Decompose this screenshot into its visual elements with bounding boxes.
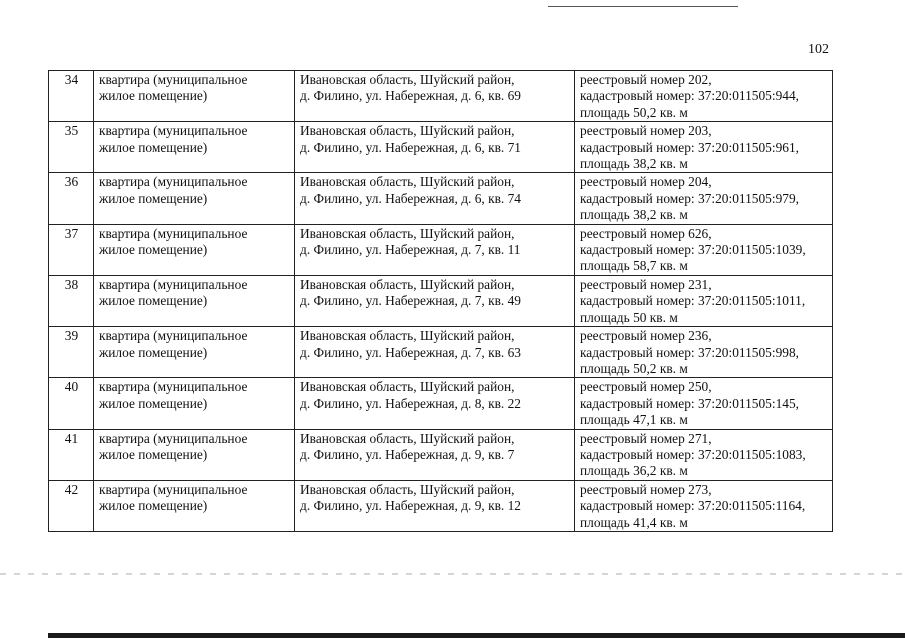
- address-line: Ивановская область, Шуйский район,: [300, 379, 515, 395]
- object-type-cell: [94, 327, 295, 378]
- object-type-cell: [94, 378, 295, 429]
- row-number: 38: [49, 275, 94, 326]
- object-type-line: квартира (муниципальное: [99, 225, 248, 241]
- details-line: реестровый номер 231,: [580, 276, 712, 292]
- details-line: площадь 41,4 кв. м: [580, 514, 688, 530]
- address-cell: [295, 275, 575, 326]
- details-line: кадастровый номер: 37:20:011505:979,: [580, 190, 800, 206]
- details-line: реестровый номер 202,: [580, 72, 712, 87]
- address-line: д. Филино, ул. Набережная, д. 7, кв. 49: [300, 293, 522, 309]
- address-line: Ивановская область, Шуйский район,: [300, 430, 515, 446]
- table-row: [49, 122, 833, 173]
- object-type-line: жилое помещение): [99, 344, 208, 360]
- object-type-line: жилое помещение): [99, 395, 208, 411]
- table-row: [49, 429, 833, 480]
- address-line: д. Филино, ул. Набережная, д. 6, кв. 69: [300, 88, 522, 104]
- object-type-line: жилое помещение): [99, 293, 208, 309]
- details-line: реестровый номер 250,: [580, 379, 712, 395]
- details-line: кадастровый номер: 37:20:011505:1083,: [580, 446, 806, 462]
- table-row: [49, 480, 833, 531]
- object-type-cell: [94, 71, 295, 122]
- details-line: реестровый номер 273,: [580, 481, 712, 497]
- details-line: кадастровый номер: 37:20:011505:961,: [580, 139, 800, 155]
- table-row: [49, 327, 833, 378]
- details-cell: [575, 480, 833, 531]
- address-cell: [295, 173, 575, 224]
- details-line: реестровый номер 203,: [580, 123, 712, 139]
- details-line: площадь 38,2 кв. м: [580, 207, 688, 223]
- address-line: д. Филино, ул. Набережная, д. 9, кв. 7: [300, 446, 515, 462]
- address-cell: [295, 224, 575, 275]
- row-number: 39: [49, 327, 94, 378]
- top-divider: [548, 6, 738, 7]
- address-cell: [295, 327, 575, 378]
- object-type-line: квартира (муниципальное: [99, 481, 248, 497]
- row-number: 34: [49, 71, 94, 122]
- table-row: [49, 378, 833, 429]
- table-row: [49, 224, 833, 275]
- details-line: площадь 50,2 кв. м: [580, 360, 688, 376]
- table-row: [49, 173, 833, 224]
- address-line: д. Филино, ул. Набережная, д. 8, кв. 22: [300, 395, 522, 411]
- details-line: реестровый номер 626,: [580, 225, 712, 241]
- object-type-line: жилое помещение): [99, 139, 208, 155]
- details-line: площадь 58,7 кв. м: [580, 258, 688, 274]
- details-line: реестровый номер 271,: [580, 430, 712, 446]
- object-type-cell: [94, 275, 295, 326]
- property-registry-table: [48, 70, 833, 532]
- object-type-line: квартира (муниципальное: [99, 430, 248, 446]
- object-type-line: квартира (муниципальное: [99, 174, 248, 190]
- details-line: кадастровый номер: 37:20:011505:1164,: [580, 498, 806, 514]
- details-line: площадь 50,2 кв. м: [580, 104, 688, 120]
- row-number: 41: [49, 429, 94, 480]
- address-line: д. Филино, ул. Набережная, д. 6, кв. 71: [300, 139, 522, 155]
- details-line: площадь 50 кв. м: [580, 309, 678, 325]
- details-line: кадастровый номер: 37:20:011505:944,: [580, 88, 800, 104]
- details-cell: [575, 429, 833, 480]
- details-cell: [575, 327, 833, 378]
- object-type-line: жилое помещение): [99, 88, 208, 104]
- object-type-line: квартира (муниципальное: [99, 123, 248, 139]
- details-line: кадастровый номер: 37:20:011505:998,: [580, 344, 800, 360]
- details-cell: [575, 378, 833, 429]
- object-type-line: квартира (муниципальное: [99, 72, 248, 87]
- object-type-line: жилое помещение): [99, 242, 208, 258]
- table-row: [49, 275, 833, 326]
- row-number: 35: [49, 122, 94, 173]
- details-line: площадь 47,1 кв. м: [580, 412, 688, 428]
- details-line: кадастровый номер: 37:20:011505:1011,: [580, 293, 806, 309]
- address-line: д. Филино, ул. Набережная, д. 7, кв. 11: [300, 242, 521, 258]
- scan-artifact-line: [0, 573, 905, 575]
- row-number: 36: [49, 173, 94, 224]
- details-cell: [575, 173, 833, 224]
- object-type-line: жилое помещение): [99, 498, 208, 514]
- address-line: Ивановская область, Шуйский район,: [300, 328, 515, 344]
- row-number: 37: [49, 224, 94, 275]
- details-cell: [575, 122, 833, 173]
- row-number: 42: [49, 480, 94, 531]
- bottom-scan-border: [48, 633, 905, 638]
- details-line: площадь 38,2 кв. м: [580, 156, 688, 172]
- details-line: реестровый номер 236,: [580, 328, 712, 344]
- page-number: 102: [808, 42, 829, 57]
- address-cell: [295, 71, 575, 122]
- object-type-cell: [94, 224, 295, 275]
- address-line: Ивановская область, Шуйский район,: [300, 481, 515, 497]
- object-type-cell: [94, 122, 295, 173]
- object-type-cell: [94, 480, 295, 531]
- details-line: кадастровый номер: 37:20:011505:1039,: [580, 242, 806, 258]
- details-line: площадь 36,2 кв. м: [580, 463, 688, 479]
- table-body: [49, 71, 833, 532]
- address-line: д. Филино, ул. Набережная, д. 9, кв. 12: [300, 498, 522, 514]
- object-type-line: жилое помещение): [99, 190, 208, 206]
- address-line: Ивановская область, Шуйский район,: [300, 276, 515, 292]
- row-number: 40: [49, 378, 94, 429]
- address-line: Ивановская область, Шуйский район,: [300, 72, 515, 87]
- address-line: Ивановская область, Шуйский район,: [300, 174, 515, 190]
- table-row: [49, 71, 833, 122]
- details-cell: [575, 224, 833, 275]
- details-cell: [575, 71, 833, 122]
- address-cell: [295, 122, 575, 173]
- address-line: Ивановская область, Шуйский район,: [300, 123, 515, 139]
- address-cell: [295, 378, 575, 429]
- address-line: Ивановская область, Шуйский район,: [300, 225, 515, 241]
- object-type-line: квартира (муниципальное: [99, 276, 248, 292]
- object-type-line: жилое помещение): [99, 446, 208, 462]
- details-cell: [575, 275, 833, 326]
- object-type-line: квартира (муниципальное: [99, 379, 248, 395]
- address-cell: [295, 480, 575, 531]
- details-line: кадастровый номер: 37:20:011505:145,: [580, 395, 800, 411]
- address-line: д. Филино, ул. Набережная, д. 6, кв. 74: [300, 190, 522, 206]
- details-line: реестровый номер 204,: [580, 174, 712, 190]
- address-line: д. Филино, ул. Набережная, д. 7, кв. 63: [300, 344, 522, 360]
- object-type-cell: [94, 429, 295, 480]
- object-type-line: квартира (муниципальное: [99, 328, 248, 344]
- address-cell: [295, 429, 575, 480]
- object-type-cell: [94, 173, 295, 224]
